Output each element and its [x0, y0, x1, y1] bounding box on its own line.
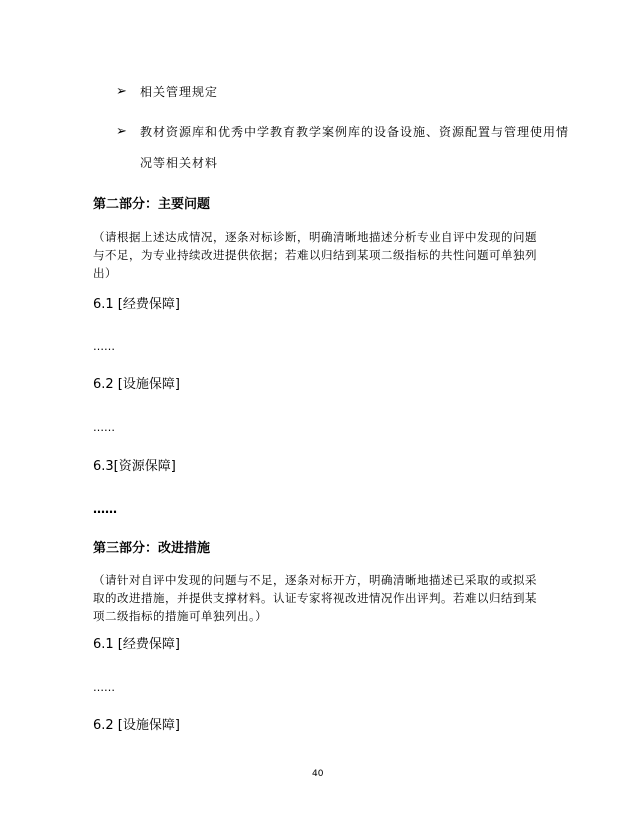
section-note-part3: （请针对自评中发现的问题与不足，逐条对标开方，明确清晰地描述已采取的或拟采取的改进措施，并提供支撑材料。认证专家将视改进情况作出评判。若难以归结到某项二级指标的措施可单独列出。）	[93, 573, 537, 623]
bullet-item-text: 相关管理规定	[140, 85, 219, 99]
subsection-title: 6.3[资源保障]	[93, 459, 176, 474]
section-note-part2: （请根据上述达成情况，逐条对标诊断，明确清晰地描述分析专业自评中发现的问题与不足，为专业持续改进提供依据；若难以归结到某项二级指标的共性问题可单独列出）	[93, 230, 537, 280]
ellipsis-placeholder: ……	[93, 421, 115, 434]
ellipsis-placeholder: ……	[93, 340, 115, 353]
arrow-right-icon: ➢	[116, 124, 127, 139]
subsection-title: 6.2 [设施保障]	[93, 718, 180, 733]
section-heading-part3: 第三部分：改进措施	[93, 541, 211, 556]
bullet-item-text: 教材资源库和优秀中学教育教学案例库的设备设施、资源配置与管理使用情	[140, 125, 570, 139]
subsection-title: 6.1 [经费保障]	[93, 297, 180, 312]
ellipsis-placeholder: ……	[93, 681, 115, 694]
subsection-title: 6.1 [经费保障]	[93, 637, 180, 652]
section-heading-part2: 第二部分：主要问题	[93, 197, 211, 212]
bullet-item-continuation: 况等相关材料	[140, 156, 219, 170]
page-number: 40	[312, 769, 324, 779]
subsection-title: 6.2 [设施保障]	[93, 377, 180, 392]
ellipsis-placeholder: ……	[93, 502, 117, 516]
arrow-right-icon: ➢	[116, 84, 127, 99]
